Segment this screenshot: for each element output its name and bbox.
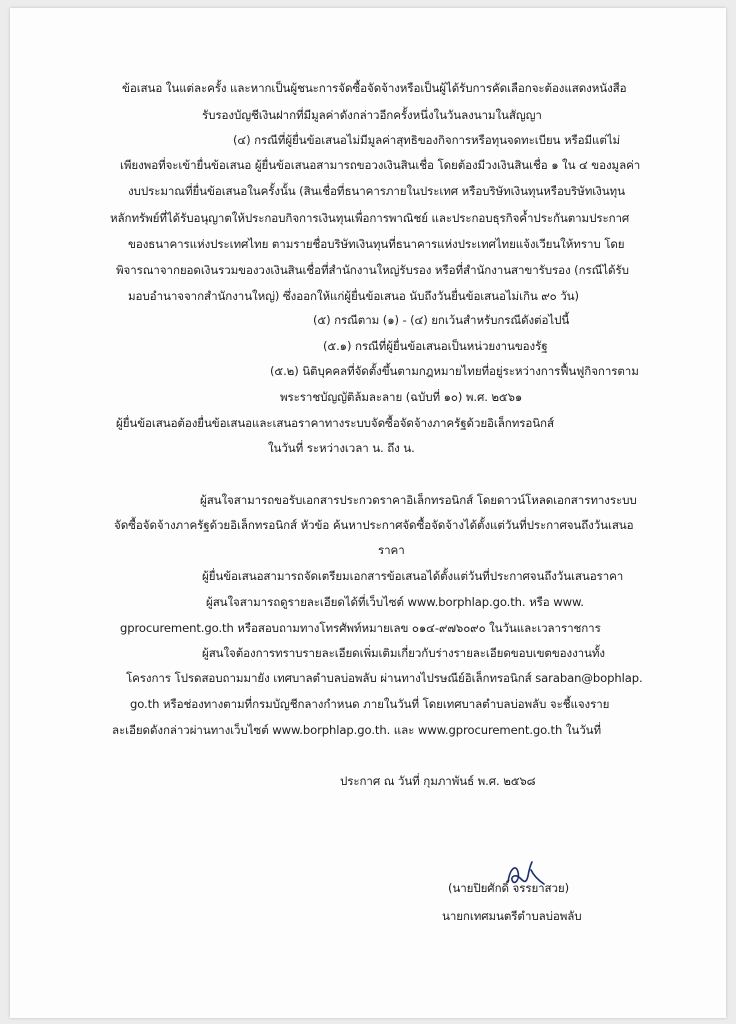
paragraph-line: ของธนาคารแห่งประเทศไทย ตามรายชื่อบริษัทเงินทุนที่ธนาคารแห่งประเทศไทยแจ้งเวียนให้ทราบ โดย — [128, 237, 625, 251]
paragraph-line: โครงการ โปรดสอบถามมายัง เทศบาลตำบลบ่อพลับ ผ่านทางไปรษณีย์อิเล็กทรอนิกส์ saraban@bophlap. — [126, 671, 643, 685]
paragraph-line: ผู้ยื่นข้อเสนอสามารถจัดเตรียมเอกสารข้อเสนอได้ตั้งแต่วันที่ประกาศจนถึงวันเสนอราคา — [202, 569, 624, 583]
paragraph-line: จัดซื้อจัดจ้างภาครัฐด้วยอิเล็กทรอนิกส์ หัวข้อ ค้นหาประกาศจัดซื้อจัดจ้างได้ตั้งแต่วันที่ประกาศจนถึงวันเสนอ — [114, 518, 634, 532]
paragraph-line: ราคา — [378, 543, 405, 557]
paragraph-line: (๕) กรณีตาม (๑) - (๔) ยกเว้นสำหรับกรณีดังต่อไปนี้ — [313, 313, 570, 327]
signer-title: นายกเทศมนตรีตำบลบ่อพลับ — [442, 909, 582, 923]
paragraph-line: ผู้สนใจสามารถขอรับเอกสารประกวดราคาอิเล็กทรอนิกส์ โดยดาวน์โหลดเอกสารทางระบบ — [200, 493, 637, 507]
paragraph-line: ข้อเสนอ ในแต่ละครั้ง และหากเป็นผู้ชนะการจัดซื้อจัดจ้างหรือเป็นผู้ได้รับการคัดเลือกจะต้องแสดงหนังสือ — [122, 81, 627, 95]
paragraph-line: ผู้ยื่นข้อเสนอต้องยื่นข้อเสนอและเสนอราคาทางระบบจัดซื้อจัดจ้างภาครัฐด้วยอิเล็กทรอนิกส์ — [116, 416, 554, 430]
paragraph-line: ในวันที่ ระหว่างเวลา น. ถึง น. — [268, 441, 415, 455]
paragraph-line: (๕.๑) กรณีที่ผู้ยื่นข้อเสนอเป็นหน่วยงานของรัฐ — [323, 339, 548, 353]
paragraph-line: (๕.๒) นิติบุคคลที่จัดตั้งขึ้นตามกฎหมายไทยที่อยู่ระหว่างการฟื้นฟูกิจการตาม — [270, 364, 639, 378]
paragraph-line: พิจารณาจากยอดเงินรวมของวงเงินสินเชื่อที่สำนักงานใหญ่รับรอง หรือที่สำนักงานสาขารับรอง (กรณีได้รับ — [116, 263, 629, 277]
document-page — [10, 8, 726, 1018]
paragraph-line: รับรองบัญชีเงินฝากที่มีมูลค่าดังกล่าวอีกครั้งหนึ่งในวันลงนามในสัญญา — [202, 108, 542, 122]
paragraph-line: ผู้สนใจต้องการทราบรายละเอียดเพิ่มเติมเกี่ยวกับร่างรายละเอียดขอบเขตของงานทั้ง — [202, 646, 605, 660]
paragraph-line: เพียงพอที่จะเข้ายื่นข้อเสนอ ผู้ยื่นข้อเสนอสามารถขอวงเงินสินเชื่อ โดยต้องมีวงเงินสินเชื่อ ๑ ใน ๔ ของมูลค่า — [120, 158, 641, 172]
paragraph-line: gprocurement.go.th หรือสอบถามทางโทรศัพท์หมายเลข ๐๑๔-๙๗๖๐๙๐ ในวันและเวลาราชการ — [120, 621, 601, 635]
paragraph-line: มอบอำนาจจากสำนักงานใหญ่) ซึ่งออกให้แก่ผู้ยื่นข้อเสนอ นับถึงวันยื่นข้อเสนอไม่เกิน ๙๐ วัน) — [128, 289, 579, 303]
announce-date: ประกาศ ณ วันที่ กุมภาพันธ์ พ.ศ. ๒๕๖๘ — [340, 774, 536, 788]
signer-name: (นายปิยศักดิ์ จรรยาสวย) — [448, 881, 570, 895]
paragraph-line: พระราชบัญญัติล้มละลาย (ฉบับที่ ๑๐) พ.ศ. ๒๕๖๑ — [280, 390, 523, 404]
paragraph-line: หลักทรัพย์ที่ได้รับอนุญาตให้ประกอบกิจการเงินทุนเพื่อการพาณิชย์ และประกอบธุรกิจค้ำประกันตามประกาศ — [110, 211, 630, 225]
paragraph-line: งบประมาณที่ยื่นข้อเสนอในครั้งนั้น (สินเชื่อที่ธนาคารภายในประเทศ หรือบริษัทเงินทุนหรือบริษัทเงินทุน — [128, 184, 625, 198]
paragraph-line: (๔) กรณีที่ผู้ยื่นข้อเสนอไม่มีมูลค่าสุทธิของกิจการหรือทุนจดทะเบียน หรือมีแต่ไม่ — [233, 133, 621, 147]
paragraph-line: ละเอียดดังกล่าวผ่านทางเว็บไซต์ www.borphlap.go.th. และ www.gprocurement.go.th ในวันที่ — [112, 723, 601, 737]
paragraph-line: ผู้สนใจสามารถดูรายละเอียดได้ที่เว็บไซต์ www.borphlap.go.th. หรือ www. — [206, 595, 584, 609]
paragraph-line: go.th หรือช่องทางตามที่กรมบัญชีกลางกำหนด ภายในวันที่ โดยเทศบาลตำบลบ่อพลับ จะชี้แจงราย — [130, 697, 610, 711]
